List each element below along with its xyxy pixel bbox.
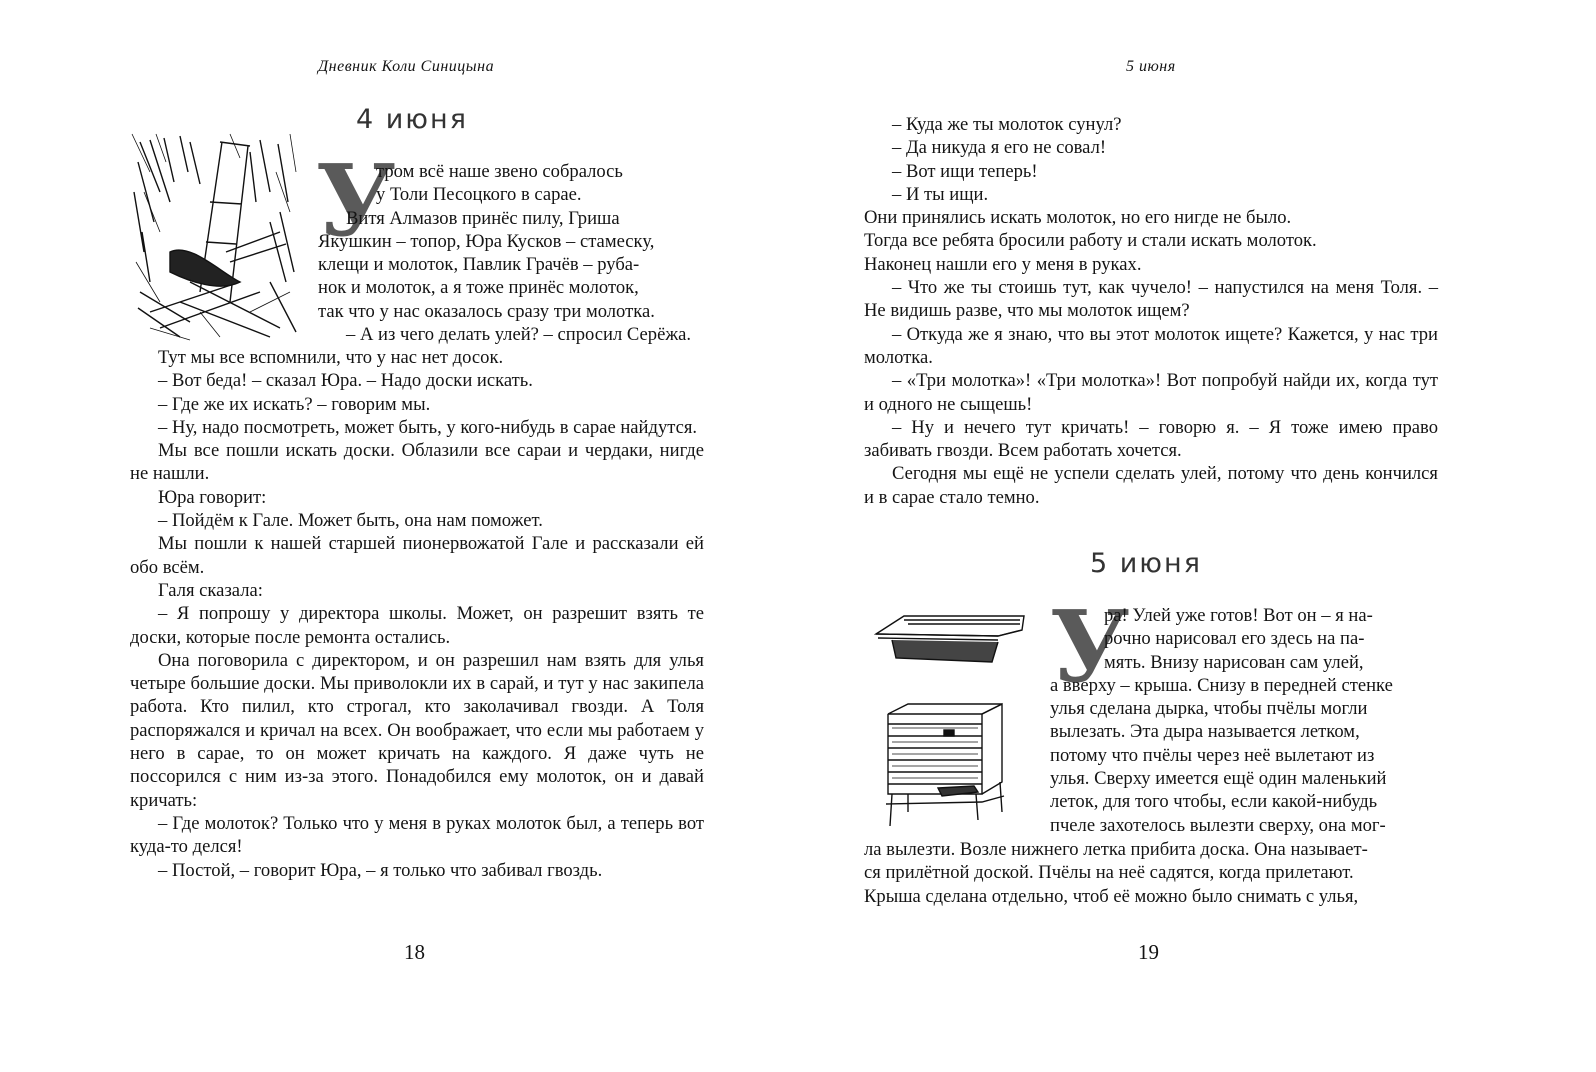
text-line: ра! Улей уже готов! Вот он – я на- (1104, 605, 1373, 626)
paragraph: Она поговорила с директором, и он разрешил нам взять для улья четыре большие доски. Мы приволокли их в сарай, и тут у нас закипела работа. Кто пилил, кто строгал, кто заколачивал гвозди. А Толя распоряжался и кричал на всех. Он воображает, что если мы работаем у него в сарае, то он может кричать на каждого. Я даже чуть не поссорился с ним из-за этого. Понадобился ему молоток, он и давай кричать: (130, 649, 704, 811)
paragraph: – Пойдём к Гале. Может быть, она нам поможет. (158, 510, 543, 532)
page-number-right: 19 (1138, 940, 1159, 964)
text-line: рочно нарисовал его здесь на па- (1104, 628, 1365, 650)
paragraph: Они принялись искать молоток, но его нигде не было. (864, 207, 1292, 229)
text-line: нок и молоток, а я тоже принёс молоток, (318, 277, 639, 299)
paragraph: – Куда же ты молоток сунул? (892, 114, 1122, 135)
paragraph: – Да никуда я его не совал! (892, 137, 1107, 159)
text-line: мять. Внизу нарисован сам улей, (1104, 651, 1364, 673)
beehive-illustration (878, 700, 1008, 830)
text-block-top-right (864, 113, 1438, 509)
text-block-main-left (130, 346, 704, 882)
paragraph: – Я попрошу у директора школы. Может, он разрешит взять те доски, которые после ремонта остались. (130, 603, 704, 648)
page-number-left: 18 (404, 940, 425, 964)
text-line: у Толи Песоцкого в сарае. (376, 184, 582, 206)
paragraph: Наконец нашли его у меня в руках. (864, 253, 1142, 275)
paragraph: – Постой, – говорит Юра, – я только что забивал гвоздь. (158, 859, 603, 881)
text-line: улья. Сверху имеется ещё один маленький (1050, 768, 1387, 790)
paragraph: Сегодня мы ещё не успели сделать улей, потому что день кончился и в сарае стало темно. (864, 463, 1438, 508)
paragraph: – Где же их искать? – говорим мы. (158, 393, 431, 415)
paragraph: – Ну и нечего тут кричать! – говорю я. – Я тоже имею право забивать гвозди. Всем работать хочется. (864, 416, 1438, 462)
paragraph: Тогда все ребята бросили работу и стали искать молоток. (864, 230, 1317, 252)
running-head-right: 5 июня (1126, 58, 1176, 75)
text-line: Якушкин – топор, Юра Кусков – стамеску, (318, 230, 655, 252)
paragraph: Мы все пошли искать доски. Облазили все сараи и чердаки, нигде не нашли. (130, 440, 704, 485)
paragraph: – И ты ищи. (892, 183, 989, 205)
heading-june-4: 4 июня (356, 104, 468, 135)
text-line: – А из чего делать улей? – спросил Серёжа. (346, 324, 692, 346)
text-line: пчеле захотелось вылезти сверху, она мог- (1050, 814, 1386, 836)
paragraph: – Где молоток? Только что у меня в руках молоток был, а теперь вот куда-то делся! (130, 812, 704, 858)
heading-june-5: 5 июня (1090, 548, 1202, 579)
tools-illustration (130, 132, 298, 342)
text-line: так что у нас оказалось сразу три молотка. (318, 300, 655, 322)
paragraph: – Что же ты стоишь тут, как чучело! – напустился на меня Толя. – Не видишь разве, что мы молоток ищем? (864, 277, 1438, 322)
paragraph: – Вот беда! – сказал Юра. – Надо доски искать. (158, 370, 533, 392)
hive-roof-illustration (874, 612, 1026, 668)
paragraph: Галя сказала: (158, 579, 263, 601)
dropcap-right: У (1050, 590, 1130, 705)
paragraph: – Вот ищи теперь! (892, 160, 1038, 182)
running-head-left: Дневник Коли Синицына (318, 58, 495, 75)
text-line: леток, для того чтобы, если какой-нибудь (1050, 791, 1378, 813)
paragraph: Мы пошли к нашей старшей пионервожатой Гале и рассказали ей обо всём. (130, 533, 704, 578)
text-block-top-left (316, 144, 704, 346)
paragraph: Тут мы все вспомнили, что у нас нет досок. (158, 347, 504, 368)
text-line: Крыша сделана отдельно, чтоб её можно было снимать с улья, (864, 885, 1359, 907)
text-line: вылезать. Эта дыра называется летком, (1050, 721, 1360, 743)
right-page (798, 0, 1596, 1072)
text-line: Витя Алмазов принёс пилу, Гриша (346, 207, 620, 229)
text-line: тром всё наше звено собралось (376, 161, 623, 182)
text-line: ся прилётной доской. Пчёлы на неё садятся, когда прилетают. (864, 862, 1354, 884)
paragraph: Юра говорит: (158, 486, 267, 508)
text-block-bottom-right (864, 838, 1438, 908)
paragraph: – Ну, надо посмотреть, может быть, у кого-нибудь в сарае найдутся. (158, 416, 698, 438)
text-line: клещи и молоток, Павлик Грачёв – руба- (318, 254, 640, 276)
text-block-dropcap-right (1050, 590, 1438, 837)
dropcap-left: У (316, 144, 396, 259)
text-line: а вверху – крыша. Снизу в передней стенке (1050, 674, 1393, 696)
paragraph: – Откуда же я знаю, что вы этот молоток ищете? Кажется, у нас три молотка. (864, 323, 1438, 368)
text-line: ла вылезти. Возле нижнего летка прибита доска. Она называет- (864, 839, 1368, 860)
text-line: потому что пчёлы через неё вылетают из (1050, 744, 1375, 766)
text-line: улья сделана дырка, чтобы пчёлы могли (1050, 698, 1368, 720)
paragraph: – «Три молотка»! «Три молотка»! Вот попробуй найди их, когда тут и одного не сыщешь! (864, 370, 1438, 415)
